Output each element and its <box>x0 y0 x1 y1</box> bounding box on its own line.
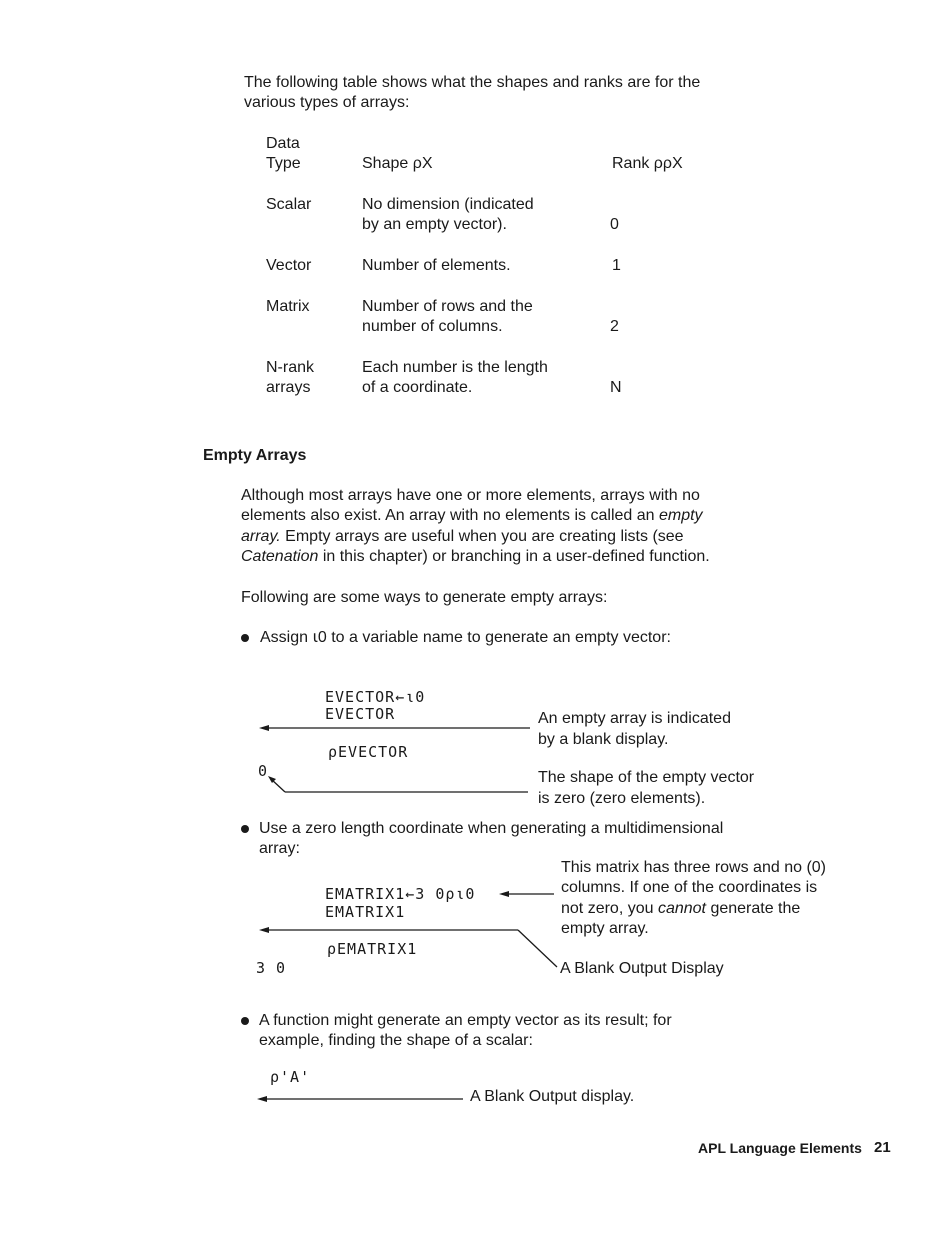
para1-line-4: Catenation in this chapter) or branching in a user-defined function. <box>241 548 710 565</box>
example2-note2: A Blank Output Display <box>560 960 724 977</box>
table-header-type-line1: Data <box>266 135 300 152</box>
para2: Following are some ways to generate empty arrays: <box>241 589 608 606</box>
example2-bullet-line-2: array: <box>259 840 300 857</box>
example2-note1-line-1: This matrix has three rows and no (0) <box>561 859 826 876</box>
table-row-nrank-shape-2: of a coordinate. <box>362 379 473 396</box>
example3-bullet-line-2: example, finding the shape of a scalar: <box>259 1032 533 1049</box>
table-row-matrix-shape-1: Number of rows and the <box>362 298 533 315</box>
table-row-matrix-shape-2: number of columns. <box>362 318 503 335</box>
example2-bullet-line-1: Use a zero length coordinate when generating a multidimensional <box>259 820 724 837</box>
example1-output: 0 <box>258 762 269 780</box>
para1-line-3: array. Empty arrays are useful when you are creating lists (see <box>241 528 684 545</box>
example3-bullet-line-1: A function might generate an empty vector as its result; for <box>259 1012 672 1029</box>
intro-line-1: The following table shows what the shapes and ranks are for the <box>244 74 701 91</box>
arrow-head-icon <box>259 725 269 731</box>
example1-code-line-3: ρEVECTOR <box>328 743 409 761</box>
table-row-vector-shape: Number of elements. <box>362 257 511 274</box>
example2-code-line-2: EMATRIX1 <box>325 903 406 921</box>
example1-note1-line-2: by a blank display. <box>538 731 669 748</box>
example2-note1-line-4: empty array. <box>561 920 649 937</box>
table-row-nrank-rank: N <box>610 379 622 396</box>
table-row-nrank-shape-1: Each number is the length <box>362 359 548 376</box>
table-row-nrank-type-2: arrays <box>266 379 311 396</box>
section-heading: Empty Arrays <box>203 447 307 464</box>
table-header-rank: Rank ρρX <box>612 155 683 172</box>
table-header-shape: Shape ρX <box>362 155 433 172</box>
page-number: 21 <box>874 1139 891 1156</box>
table-row-scalar-rank: 0 <box>610 216 619 233</box>
example2-note1-line-2: columns. If one of the coordinates is <box>561 879 818 896</box>
example1-note1-line-1: An empty array is indicated <box>538 710 731 727</box>
example2-code-line-1: EMATRIX1←3 0ρ⍳0 <box>325 885 476 903</box>
table-row-scalar-shape-1: No dimension (indicated <box>362 196 534 213</box>
arrow-head-icon <box>257 1096 267 1102</box>
para1-line-2: elements also exist. An array with no elements is called an empty <box>241 507 703 524</box>
example2-output: 3 0 <box>256 959 287 977</box>
example1-note2-line-2: is zero (zero elements). <box>538 790 706 807</box>
table-row-scalar-shape-2: by an empty vector). <box>362 216 507 233</box>
table-row-vector-rank: 1 <box>612 257 621 274</box>
example1-bullet-text: Assign ⍳0 to a variable name to generate an empty vector: <box>260 629 671 646</box>
example1-code-line-1: EVECTOR←⍳0 <box>325 688 426 706</box>
table-row-scalar-type: Scalar <box>266 196 312 213</box>
table-row-nrank-type-1: N-rank <box>266 359 315 376</box>
intro-line-2: various types of arrays: <box>244 94 410 111</box>
example2-note1-line-3: not zero, you cannot generate the <box>561 900 801 917</box>
table-header-type-line2: Type <box>266 155 301 172</box>
table-row-vector-type: Vector <box>266 257 312 274</box>
arrow-head-icon <box>259 927 269 933</box>
example3-code: ρ'A' <box>270 1068 311 1086</box>
blank-output-diagonal <box>518 930 557 967</box>
para1-line-1: Although most arrays have one or more elements, arrays with no <box>241 487 700 504</box>
table-row-matrix-type: Matrix <box>266 298 310 315</box>
example3-note: A Blank Output display. <box>470 1088 635 1105</box>
example1-code-line-2: EVECTOR <box>325 705 396 723</box>
table-row-matrix-rank: 2 <box>610 318 619 335</box>
example1-note2-line-1: The shape of the empty vector <box>538 769 755 786</box>
footer-title: APL Language Elements <box>698 1140 862 1156</box>
example2-code-line-3: ρEMATRIX1 <box>327 940 418 958</box>
arrow-head-icon <box>499 891 509 897</box>
